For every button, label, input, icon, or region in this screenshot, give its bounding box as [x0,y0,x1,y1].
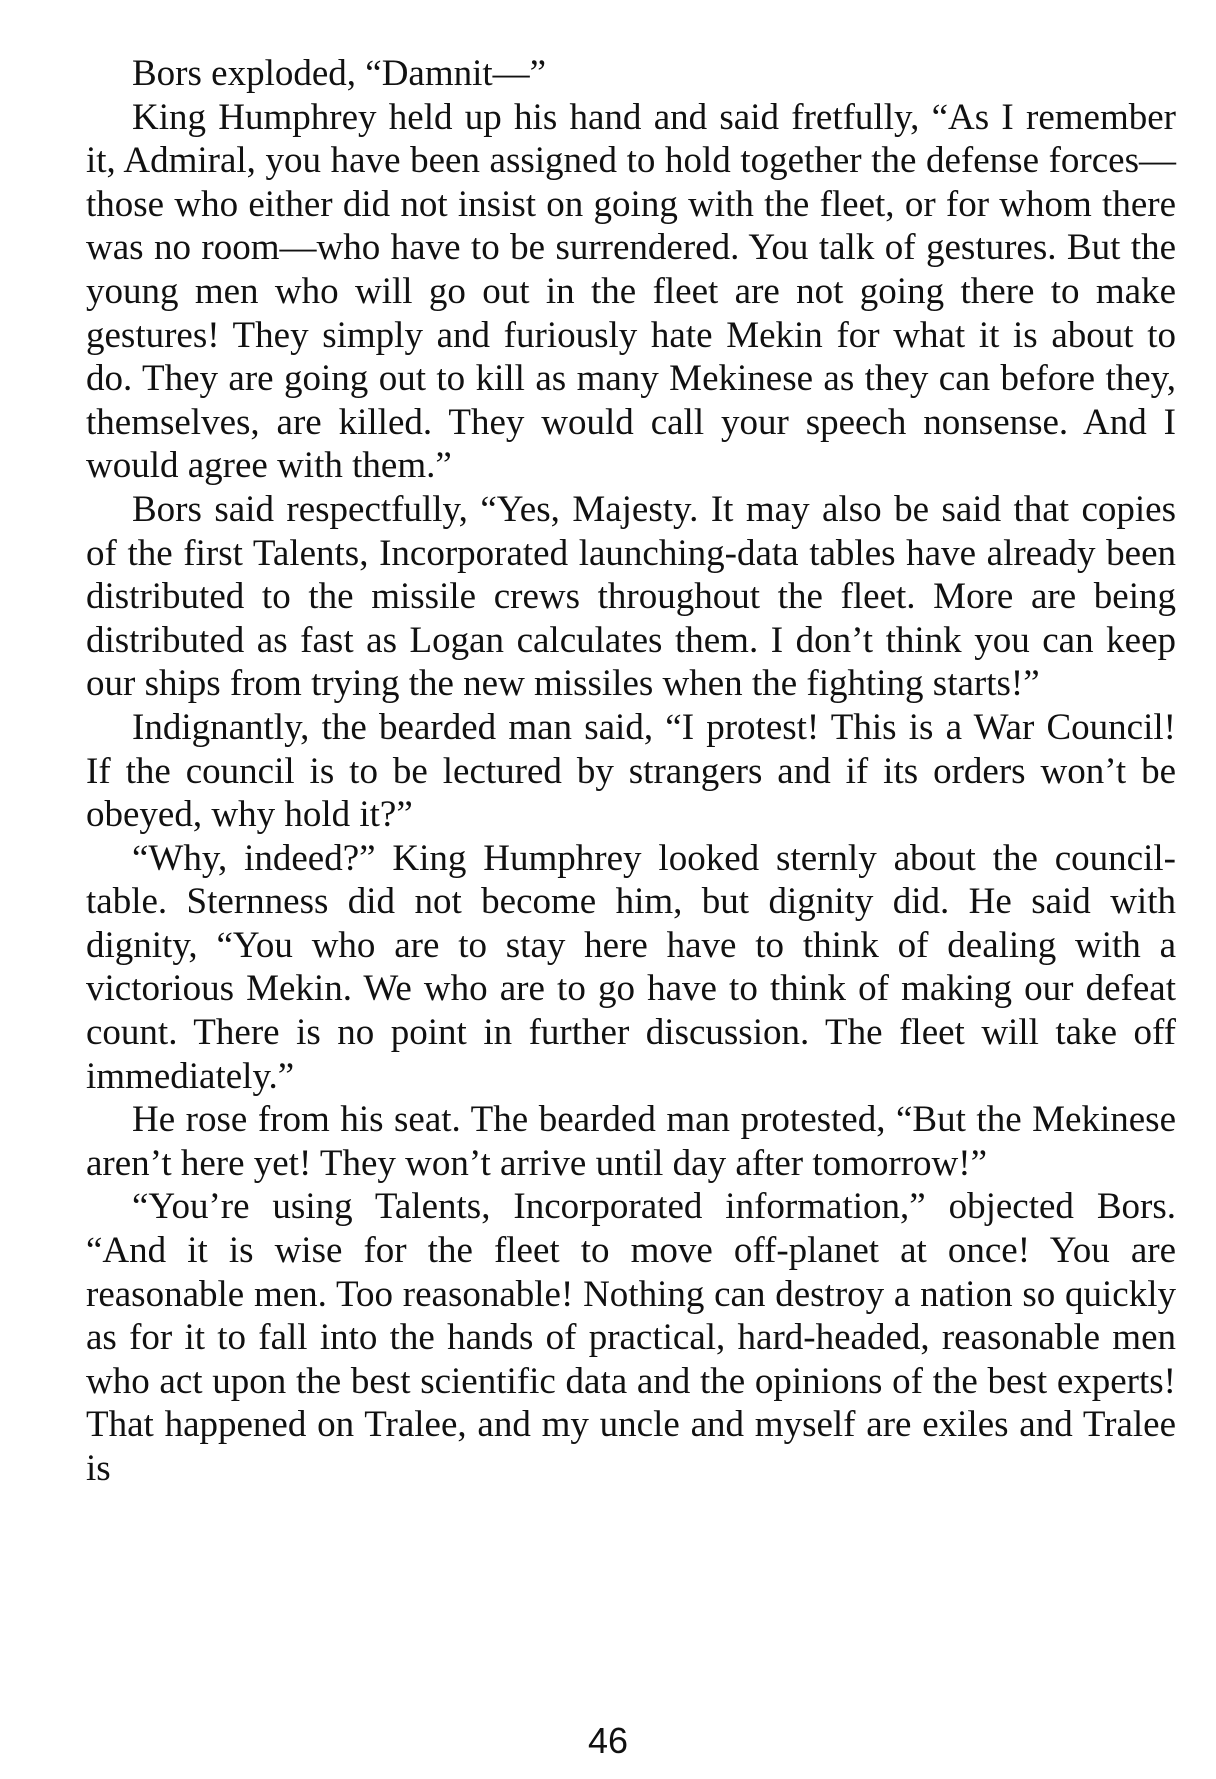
paragraph: Bors said respectfully, “Yes, Majesty. It may also be said that copies of the first Talents, Incorporated launching-data tables have already been distributed to the missile crews throughout the fleet. More are being distributed as fast as Logan calculates them. I don’t think you can keep our ships from trying the new missiles when the fighting starts!” [86,488,1176,705]
paragraph: Bors exploded, “Damnit—” [132,53,547,94]
paragraph: He rose from his seat. The bearded man protested, “But the Mekinese aren’t here yet! They won’t arrive until day after tomorrow!” [86,1099,1176,1184]
paragraph: King Humphrey held up his hand and said fretfully, “As I remember it, Admiral, you have been assigned to hold together the defense forces—those who either did not insist on going with the fleet, or for whom there was no room—who have to be surrendered. You talk of gestures. But the young men who will go out in the fleet are not going there to make gestures! They simply and furiously hate Mekin for what it is about to do. They are going out to kill as many Mekinese as they can before they, themselves, are killed. They would call your speech nonsense. And I would agree with them.” [86,96,1176,487]
page-number: 46 [587,1720,629,1761]
body-text [86,52,1176,1491]
paragraph: “Why, indeed?” King Humphrey looked sternly about the council-table. Sternness did not become him, but dignity did. He said with dignity, “You who are to stay here have to think of dealing with a victorious Mekin. We who are to go have to think of making our defeat count. There is no point in further discussion. The fleet will take off immediately.” [86,837,1176,1097]
paragraph: “You’re using Talents, Incorporated information,” objected Bors. “And it is wise for the fleet to move off-planet at once! You are reasonable men. Too reasonable! Nothing can destroy a nation so quickly as for it to fall into the hands of practical, hard-headed, reasonable men who act upon the best scientific data and the opinions of the best experts! That happened on Tralee, and my uncle and myself are exiles and Tralee is [86,1186,1176,1489]
paragraph: Indignantly, the bearded man said, “I protest! This is a War Council! If the council is to be lectured by strangers and if its orders won’t be obeyed, why hold it?” [86,706,1176,836]
